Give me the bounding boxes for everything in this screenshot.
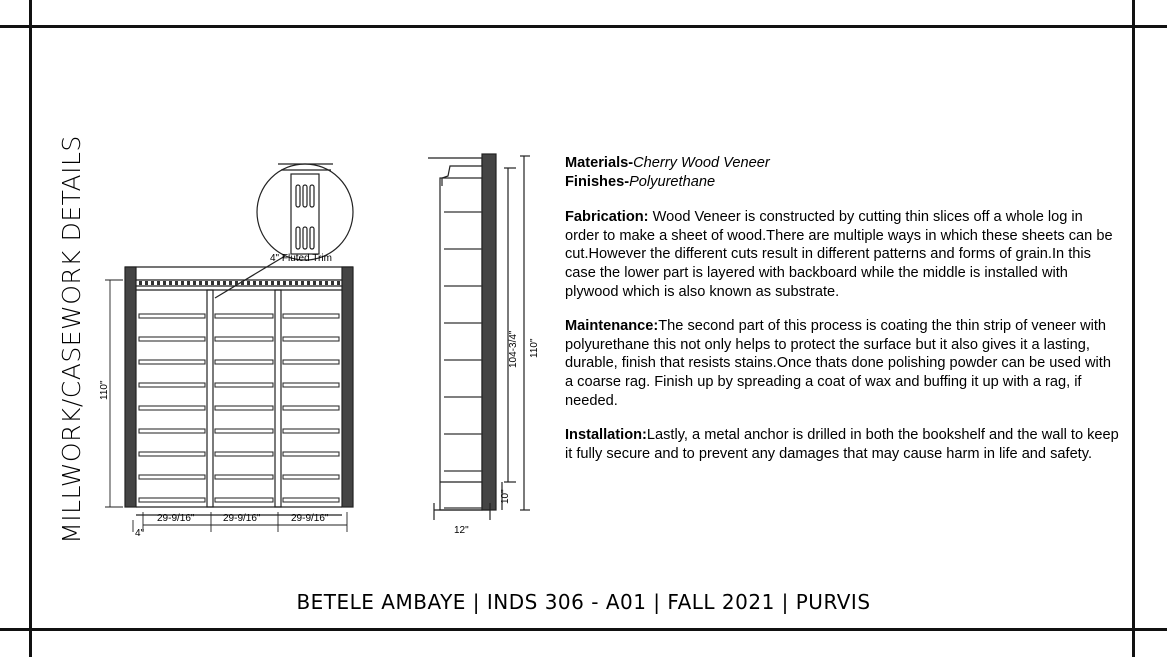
dentil-block [223, 281, 226, 285]
dentil-block [145, 281, 148, 285]
dentil-block [241, 281, 244, 285]
bay-dim-1: 29-9/16" [157, 513, 195, 524]
shelf-board [283, 452, 339, 456]
dentil-block [157, 281, 160, 285]
side-dim: 4" [135, 528, 145, 539]
shelf-board [139, 337, 205, 341]
shelf-board [283, 429, 339, 433]
dentil-block [187, 281, 190, 285]
bay-dim-3: 29-9/16" [291, 513, 329, 524]
front-elevation-drawing [95, 140, 395, 560]
frame-left-line [29, 0, 32, 657]
dentil-block [235, 281, 238, 285]
shelf-board [215, 406, 273, 410]
dentil-block [175, 281, 178, 285]
shelf-board [139, 452, 205, 456]
base-dim: 10" [500, 489, 511, 504]
shelf-board [139, 475, 205, 479]
shelf-board [139, 498, 205, 502]
dentil-block [289, 281, 292, 285]
side-section-drawing [420, 148, 550, 548]
shelf-board [283, 360, 339, 364]
bay-dim-2: 29-9/16" [223, 513, 261, 524]
shelf-board [215, 314, 273, 318]
shelf-board [215, 337, 273, 341]
dentil-block [295, 281, 298, 285]
materials-label: Materials- [565, 155, 634, 171]
shelf-board [283, 475, 339, 479]
fluted-trim-callout [215, 164, 353, 298]
dentil-block [307, 281, 310, 285]
dentil-block [265, 281, 268, 285]
callout-label: 4" Fluted Trim [270, 253, 332, 264]
shelf-board [215, 429, 273, 433]
maintenance-paragraph [565, 317, 1120, 410]
shelf-board [139, 314, 205, 318]
dentil-block [271, 281, 274, 285]
shelf-board [283, 314, 339, 318]
dentil-block [205, 281, 208, 285]
dentil-block [259, 281, 262, 285]
shelf-board [215, 360, 273, 364]
shelf-board [139, 383, 205, 387]
dentil-block [169, 281, 172, 285]
depth-dim: 12" [454, 525, 469, 536]
installation-label: Installation: [565, 427, 647, 444]
dentil-block [181, 281, 184, 285]
dentil-block [331, 281, 334, 285]
maintenance-label: Maintenance: [565, 318, 659, 335]
shelf-board [283, 337, 339, 341]
dentil-block [283, 281, 286, 285]
dentil-block [247, 281, 250, 285]
shelf-board [215, 383, 273, 387]
dentil-block [139, 281, 142, 285]
dentil-block [325, 281, 328, 285]
shelf-board [215, 475, 273, 479]
vertical-title [56, 112, 86, 567]
dentil-block [229, 281, 232, 285]
dentil-block [217, 281, 220, 285]
maintenance-text: The second part of this process is coating the thin strip of veneer with polyurethane this not only helps to protect the surface but it also gives it a lasting, durable, finish that resists stains.Once thats done polishing powder can be used with a coarse rag. Finish up by spreading a coat of wax and buffing it up with a rag, if needed. [565, 318, 1111, 409]
shelf-board [139, 429, 205, 433]
footer-credits: BETELE AMBAYE | INDS 306 - A01 | FALL 2021 | PURVIS [296, 590, 871, 614]
total-height-dim: 110" [529, 338, 540, 358]
frame-right-line [1132, 0, 1135, 657]
installation-text: Lastly, a metal anchor is drilled in both the bookshelf and the wall to keep it fully secure and to prevent any damages that may cause harm in life and safety. [565, 427, 1119, 462]
shelf-board [139, 406, 205, 410]
shelf-board [215, 498, 273, 502]
fabrication-text: Wood Veneer is constructed by cutting thin slices off a whole log in order to make a sheet of wood.There are multiple ways in which these sheets can be cut.However the different cuts result in different patterns and forms of grain.In this case the lower part is layered with backboard while the middle is installed with plywood which is also known as substrate. [565, 209, 1113, 300]
dentil-block [163, 281, 166, 285]
dentil-block [319, 281, 322, 285]
finishes-label: Finishes- [565, 173, 630, 190]
shelf-board [139, 360, 205, 364]
dentil-block [253, 281, 256, 285]
vertical-title-text: MILLWORK/CASEWORK DETAILS [56, 135, 86, 544]
dentil-block [337, 281, 340, 285]
inner-height-dim: 104-3/4" [508, 330, 519, 368]
section-shelves [444, 212, 482, 508]
dentil-block [211, 281, 214, 285]
dentil-block [151, 281, 154, 285]
shelf-board [283, 498, 339, 502]
shelf-board [215, 452, 273, 456]
shelf-board [283, 406, 339, 410]
materials-value: Cherry Wood Veneer [633, 155, 770, 171]
dentil-block [277, 281, 280, 285]
spec-text-block [565, 154, 1120, 479]
frame-bottom-line [0, 628, 1167, 631]
bookshelf-elevation [125, 267, 353, 515]
finishes-value: Polyurethane [629, 173, 716, 190]
dentil-block [199, 281, 202, 285]
dentil-block [313, 281, 316, 285]
fabrication-label: Fabrication: [565, 209, 649, 226]
frame-top-line [0, 25, 1167, 28]
shelf-board [283, 383, 339, 387]
installation-paragraph [565, 426, 1120, 463]
fabrication-paragraph [565, 208, 1120, 301]
height-dim: 110" [99, 380, 110, 400]
shelves [139, 314, 339, 502]
dentil-block [301, 281, 304, 285]
dentil-block [193, 281, 196, 285]
